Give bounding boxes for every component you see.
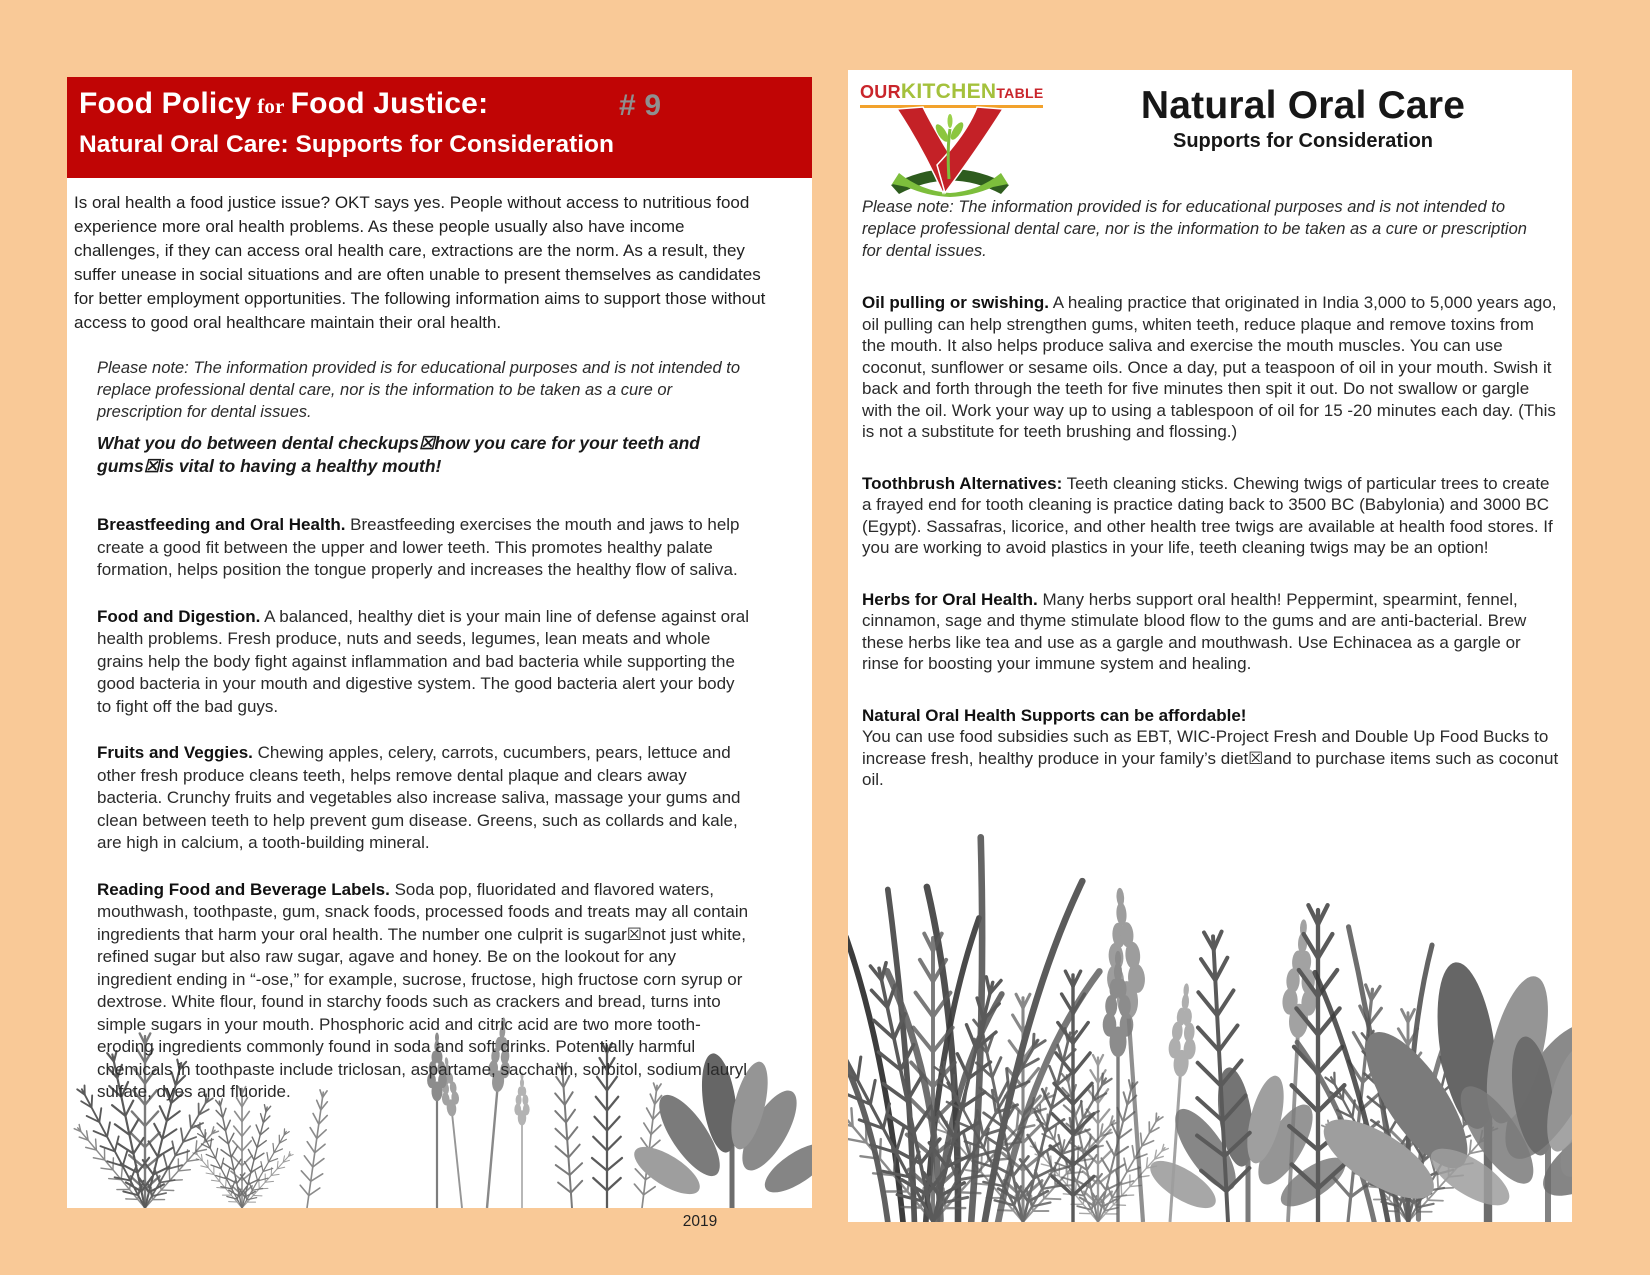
section-food-digestion-body: A balanced, healthy diet is your main line of defense against oral health problems. Fresh produce, nuts and seeds, legumes, lean meats and whole grains help the body fight against inflammation and bad bacteria while supporting the good bacteria in your mouth and digestive system. The good bacteria alert your body to fight off the bad guys.	[97, 606, 749, 716]
right-page-subtitle: Supports for Consideration	[1173, 130, 1433, 152]
section-affordable-supports-lead: Natural Oral Health Supports can be affordable!	[862, 705, 1247, 725]
okt-v-icon	[887, 105, 1013, 197]
section-reading-labels-body: Soda pop, fluoridated and flavored waters, mouthwash, toothpaste, gum, snack foods, processed foods and treats may all contain ingredients that harm your oral health. The number one culprit is sugar☒not just white, refined sugar but also raw sugar, agave and honey. Be on the lookout for any ingredient ending in “-ose,” for example, sucrose, fructose, high fructose corn syrup or dextrose. White flour, found in starchy foods such as crackers and bread, turns into simple sugars in your mouth. Phosphoric acid and citric acid are two more tooth-eroding ingredients commonly found in soda and soft drinks. Potentially harmful chemicals in toothpaste include triclosan, aspartame, saccharin, sorbitol, sodium lauryl sulfate, dyes and fluoride.	[97, 879, 749, 1101]
herbs-image-right	[848, 822, 1572, 1222]
section-fruits-veggies	[97, 742, 749, 855]
section-herbs-oral-health-lead: Herbs for Oral Health.	[862, 589, 1038, 609]
section-reading-labels-lead: Reading Food and Beverage Labels.	[97, 879, 390, 899]
logo-word-table: TABLE	[996, 85, 1044, 101]
section-toothbrush-alternatives-lead: Toothbrush Alternatives:	[862, 473, 1063, 493]
logo-word-kitchen: KITCHEN	[900, 80, 997, 103]
okt-logo-emblem	[860, 105, 1040, 202]
section-food-digestion	[97, 606, 749, 719]
section-oil-pulling-body: A healing practice that originated in India 3,000 to 5,000 years ago, oil pulling can help strengthen gums, whiten teeth, reduce plaque and remove toxins from the mouth. It also helps produce saliva and exercise the mouth muscles. You can use coconut, sunflower or sesame oils. Once a day, put a teaspoon of oil in your mouth. Swish it back and forth through the teeth for five minutes then spit it out. Do not swallow or gargle with the oil. Work your way up to using a tablespoon of oil for 15 -20 minutes each day. (This is not a substitute for teeth brushing and flossing.)	[862, 293, 1557, 441]
section-breastfeeding-body: Breastfeeding exercises the mouth and jaws to help create a good fit between the upper and lower teeth. This promotes healthy palate formation, helps position the tongue properly and increases the healthy flow of saliva.	[97, 515, 740, 579]
banner-title-tail: Food Justice:	[290, 87, 489, 120]
title-banner	[67, 77, 812, 178]
section-herbs-oral-health-body: Many herbs support oral health! Peppermint, spearmint, fennel, cinnamon, sage and thyme stimulate blood flow to the gums and are anti-bacterial. Brew these herbs like tea and use as a gargle and mouthwash. Use Echinacea as a gargle or rinse for boosting your immune system and healing.	[862, 589, 1527, 673]
disclaimer-note: Please note: The information provided is for educational purposes and is not intended to replace professional dental care, nor is the information to be taken as a cure or prescription for dental issues.	[97, 359, 740, 421]
section-affordable-supports	[862, 705, 1560, 791]
okt-logo	[860, 80, 1044, 202]
logo-word-our: OUR	[860, 82, 901, 102]
right-text-block	[862, 196, 1560, 791]
left-text-block	[97, 357, 749, 1104]
right-page-title: Natural Oral Care	[1140, 84, 1466, 127]
section-food-digestion-lead: Food and Digestion.	[97, 606, 261, 626]
section-reading-labels	[97, 879, 749, 1104]
section-affordable-supports-body: You can use food subsidies such as EBT, WIC-Project Fresh and Double Up Food Bucks to increase fresh, healthy produce in your family’s diet☒and to purchase items such as coconut oil.	[862, 727, 1559, 789]
section-toothbrush-alternatives	[862, 473, 1560, 559]
right-header	[848, 70, 1572, 188]
right-page	[848, 70, 1572, 1222]
section-oil-pulling-lead: Oil pulling or swishing.	[862, 293, 1049, 312]
section-fruits-veggies-lead: Fruits and Veggies.	[97, 743, 253, 762]
section-fruits-veggies-body: Chewing apples, celery, carrots, cucumbers, pears, lettuce and other fresh produce cleans teeth, helps remove dental plaque and clears away bacteria. Crunchy fruits and vegetables also increase saliva, massage your gums and clean between teeth to help prevent gum disease. Greens, such as collards and kale, are high in calcium, a tooth-building mineral.	[97, 743, 741, 852]
right-disclaimer-note: Please note: The information provided is for educational purposes and is not intended to replace professional dental care, nor is the information to be taken as a cure or prescription for dental issues.	[862, 198, 1527, 260]
section-oil-pulling	[862, 292, 1560, 443]
section-herbs-oral-health	[862, 589, 1560, 675]
banner-subtitle: Natural Oral Care: Supports for Consideration	[79, 131, 614, 158]
left-page	[67, 77, 812, 1208]
banner-title-for: for	[257, 94, 285, 118]
section-breastfeeding	[97, 514, 749, 582]
right-title-block	[1068, 84, 1538, 153]
emphasis-statement: What you do between dental checkups☒how you care for your teeth and gums☒is vital to having a healthy mouth!	[97, 433, 700, 476]
intro-paragraph: Is oral health a food justice issue? OKT says yes. People without access to nutritious food experience more oral health problems. As these people usually also have income challenges, if they can access oral health care, extractions are the norm. As a result, they suffer unease in social situations and are often unable to present themselves as candidates for better employment opportunities. The following information aims to support those without access to good oral healthcare maintain their oral health.	[74, 193, 766, 332]
year-label: 2019	[682, 1213, 718, 1230]
banner-title	[79, 87, 798, 121]
banner-title-lead: Food Policy	[79, 87, 252, 120]
issue-number: # 9	[619, 89, 662, 122]
section-toothbrush-alternatives-body: Teeth cleaning sticks. Chewing twigs of particular trees to create a frayed end for tooth cleaning is practice dating back to 3500 BC (Babylonia) and 3000 BC (Egypt). Sassafras, licorice, and other health tree twigs are available at health food stores. If you are working to avoid plastics in your life, teeth cleaning twigs may be an option!	[862, 473, 1553, 557]
section-breastfeeding-lead: Breastfeeding and Oral Health.	[97, 515, 346, 534]
